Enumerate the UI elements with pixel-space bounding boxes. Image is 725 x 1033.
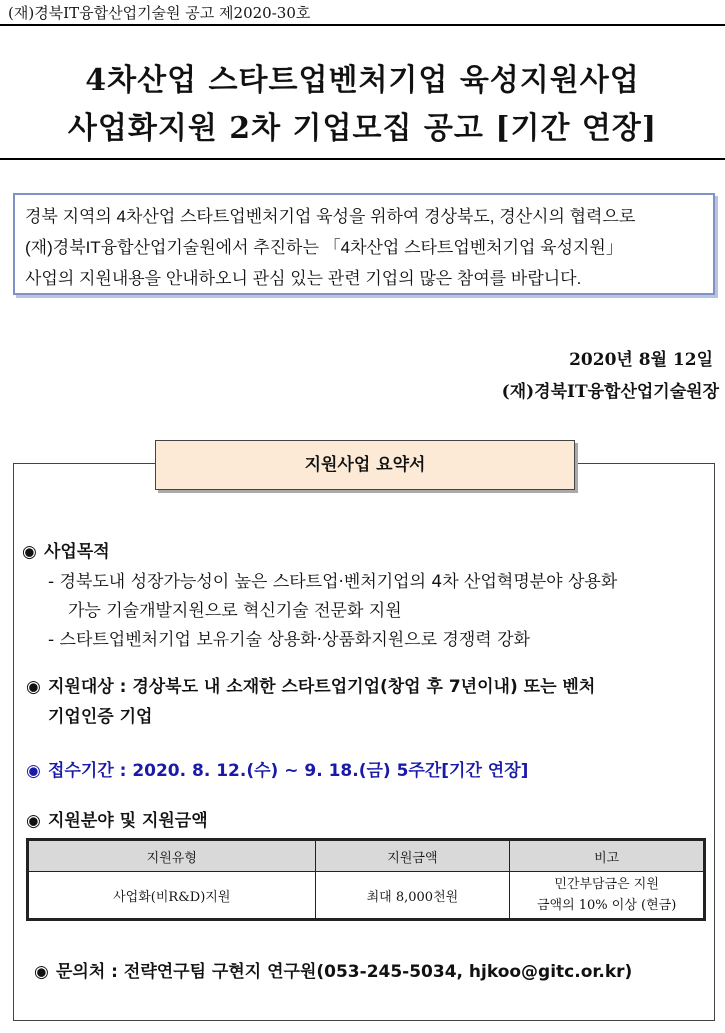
issue-date: 2020년 8월 12일	[569, 350, 713, 370]
table-row	[29, 872, 704, 919]
target-line1: ◉ 지원대상 : 경상북도 내 소재한 스타트업기업(창업 후 7년이내) 또는 벤처	[26, 677, 596, 697]
intro-line: 사업의 지원내용을 안내하오니 관심 있는 관련 기업의 많은 참여를 바랍니다.	[25, 269, 582, 288]
contact-info: ◉ 문의처 : 전략연구팀 구현지 연구원(053-245-5034, hjkoo@gitc.or.kr)	[34, 962, 633, 982]
table-header: 비고	[510, 841, 704, 872]
bullet-icon: ◉	[26, 677, 41, 697]
intro-line: (재)경북IT융합산업기술원에서 추진하는 「4차산업 스타트업벤처기업 육성지원」	[25, 238, 623, 257]
bullet-icon: ◉	[22, 542, 37, 562]
table-header: 지원유형	[29, 841, 316, 872]
support-type: 사업화(비R&D)지원	[29, 872, 316, 919]
purpose-item-2: - 스타트업벤처기업 보유기술 상용화·상품화지원으로 경쟁력 강화	[48, 630, 530, 650]
table-header: 지원금액	[315, 841, 510, 872]
bullet-icon: ◉	[26, 811, 41, 831]
summary-box	[13, 463, 715, 1021]
target-line2: 기업인증 기업	[48, 707, 153, 727]
summary-title: 지원사업 요약서	[155, 440, 575, 490]
page-title-line2: 사업화지원 2차 기업모집 공고 [기간 연장]	[67, 111, 658, 146]
field-heading: ◉ 지원분야 및 지원금액	[26, 811, 208, 831]
page-title-line1: 4차산업 스타트업벤처기업 육성지원사업	[85, 63, 640, 98]
table-header-row	[29, 841, 704, 872]
bullet-icon: ◉	[26, 761, 41, 781]
header-divider	[0, 24, 725, 26]
title-divider	[0, 158, 725, 160]
issuing-org: (재)경북IT융합산업기술원장	[501, 382, 719, 402]
support-amount: 최대 8,000천원	[315, 872, 510, 919]
application-period: ◉ 접수기간 : 2020. 8. 12.(수) ~ 9. 18.(금) 5주간[기간 연장]	[26, 761, 529, 781]
support-remark: 민간부담금은 지원 금액의 10% 이상 (현금)	[510, 872, 704, 919]
purpose-heading: ◉ 사업목적	[22, 542, 110, 562]
funding-table	[28, 840, 704, 919]
purpose-item-1-cont: 가능 기술개발지원으로 혁신기술 전문화 지원	[68, 601, 402, 621]
intro-line: 경북 지역의 4차산업 스타트업벤처기업 육성을 위하여 경상북도, 경산시의 협력으로	[25, 207, 636, 226]
bullet-icon: ◉	[34, 962, 49, 982]
notice-number: (재)경북IT융합산업기술원 공고 제2020-30호	[8, 4, 311, 22]
intro-box	[13, 193, 715, 295]
purpose-item-1: - 경북도내 성장가능성이 높은 스타트업·벤처기업의 4차 산업혁명분야 상용화	[48, 572, 618, 592]
